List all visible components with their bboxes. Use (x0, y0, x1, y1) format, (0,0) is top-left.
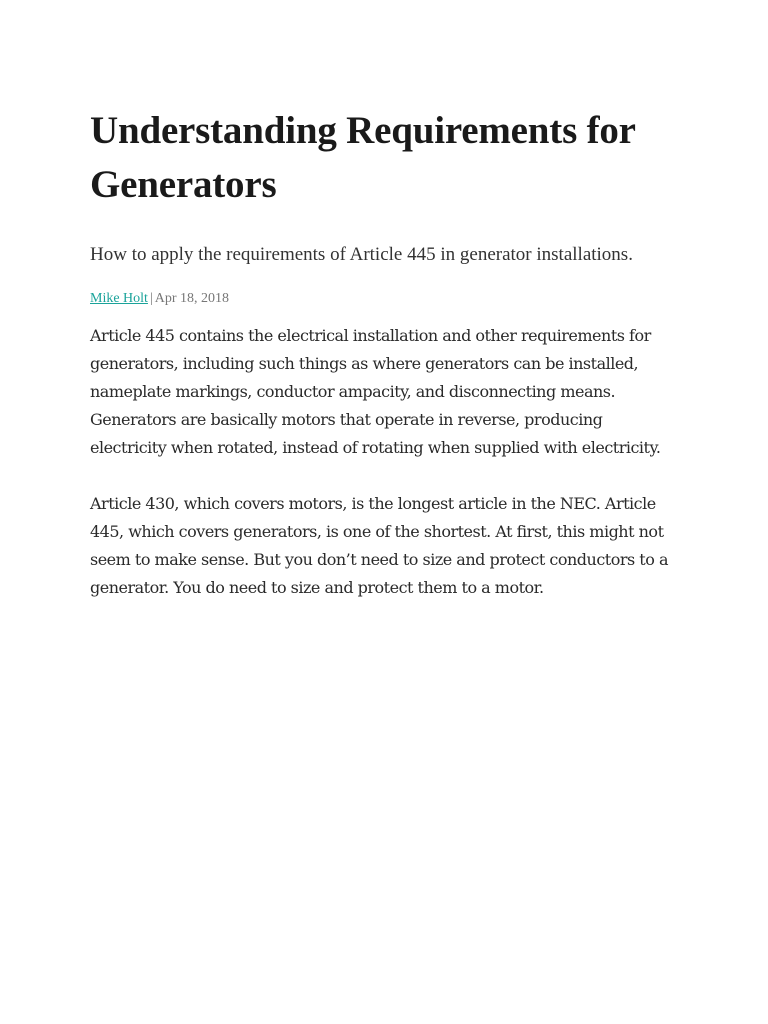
article-subtitle: How to apply the requirements of Article 445 in generator installations. (90, 244, 633, 265)
byline-separator: | (149, 291, 153, 306)
article-paragraph: Article 445 contains the electrical installation and other requirements for generators, including such things as where generators can be installed, nameplate markings, conductor ampacity, and disconnecting means. Generators are basically motors that operate in reverse, producing electricity when rotated, instead of rotating when supplied with electricity. (90, 326, 661, 457)
article (90, 104, 680, 602)
author-link[interactable]: Mike Holt (90, 291, 148, 306)
article-title: Understanding Requirements for Generators (90, 109, 636, 206)
publish-date: Apr 18, 2018 (154, 291, 230, 306)
article-paragraph: Article 430, which covers motors, is the longest article in the NEC. Article 445, which covers generators, is one of the shortest. At first, this might not seem to make sense. But you don’t need to size and protect conductors to a generator. You do need to size and protect them to a motor. (90, 494, 668, 597)
byline (90, 289, 680, 309)
